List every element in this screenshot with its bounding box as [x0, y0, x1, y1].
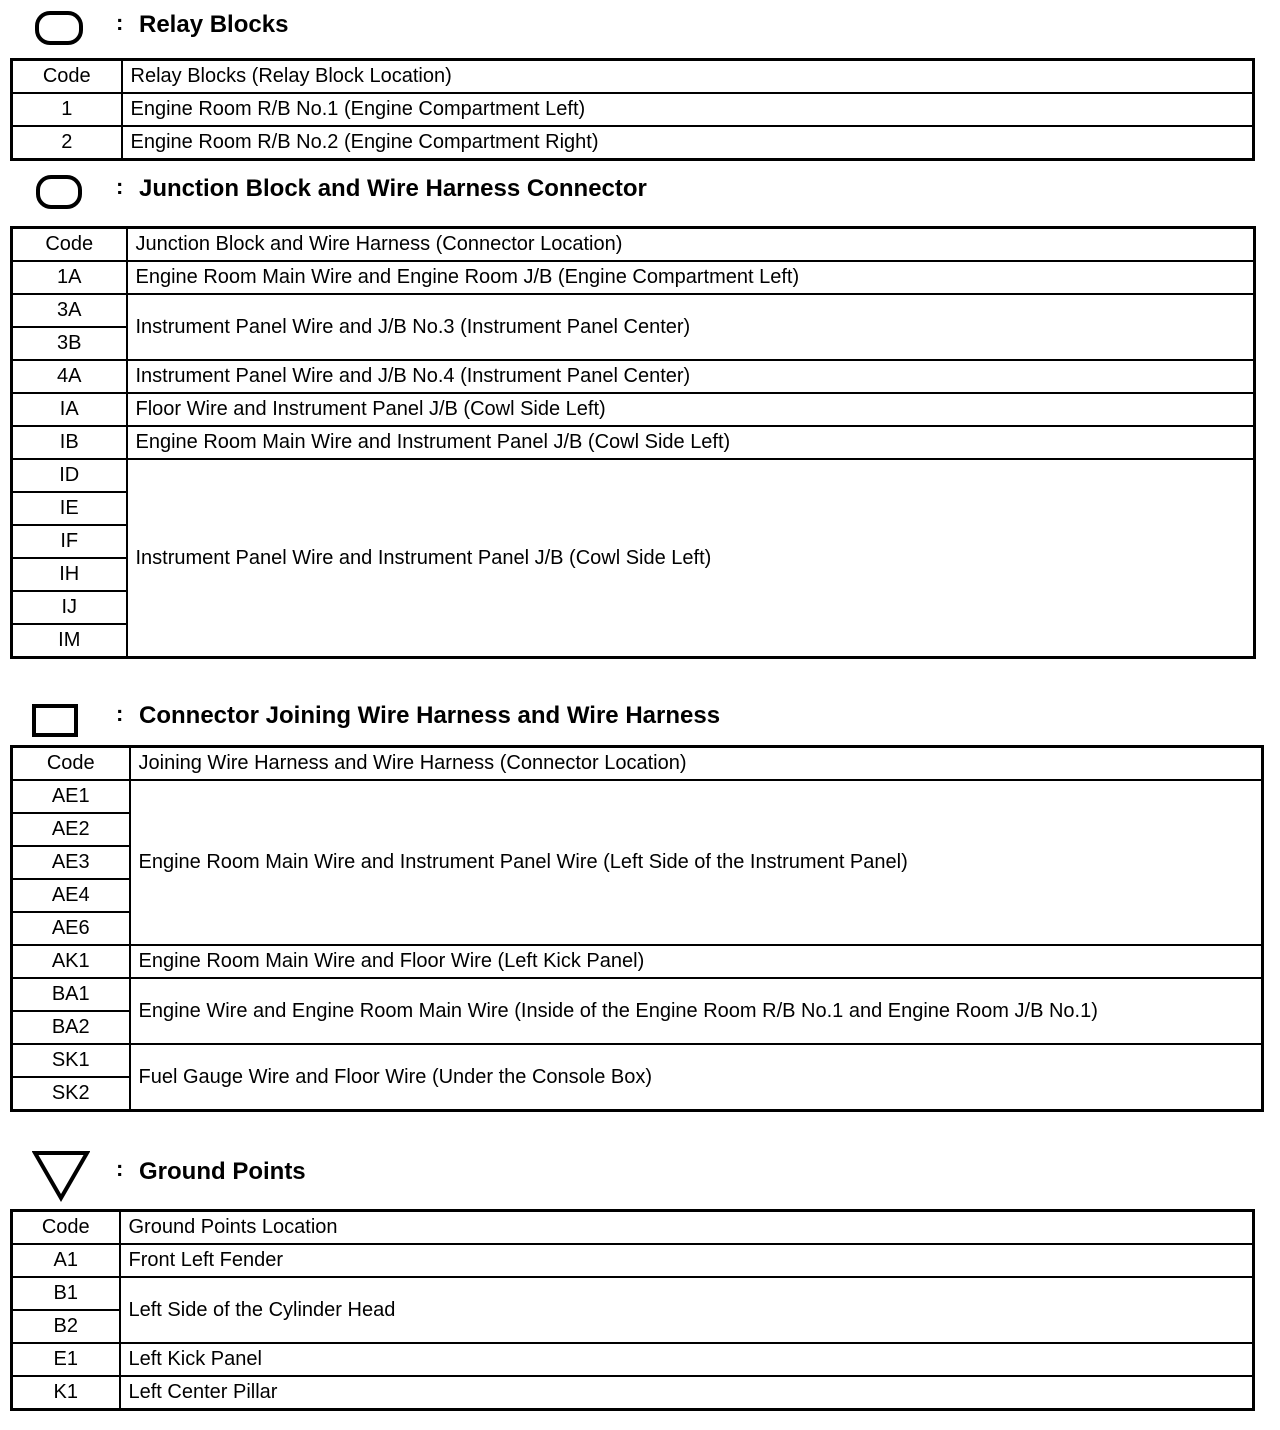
description-cell: Engine Room R/B No.1 (Engine Compartment Left): [122, 93, 1254, 126]
ground-points-table: [10, 1209, 1255, 1411]
code-cell: IE: [12, 492, 127, 525]
description-cell: Engine Room Main Wire and Instrument Panel J/B (Cowl Side Left): [127, 426, 1255, 459]
header-code-cell: Code: [12, 747, 130, 781]
code-cell: IJ: [12, 591, 127, 624]
connectors-table: [10, 745, 1264, 1112]
table-row: [12, 1044, 1263, 1077]
code-cell: IA: [12, 393, 127, 426]
code-cell: B1: [12, 1277, 120, 1310]
table-row: [12, 978, 1263, 1011]
section-title-ground-points: Ground Points: [139, 1158, 306, 1185]
code-cell: K1: [12, 1376, 120, 1410]
relay-blocks-table: [10, 58, 1255, 161]
section-title-relay-blocks: Relay Blocks: [139, 11, 289, 38]
code-cell: SK2: [12, 1077, 130, 1111]
description-cell: Floor Wire and Instrument Panel J/B (Cowl Side Left): [127, 393, 1255, 426]
code-cell: BA2: [12, 1011, 130, 1044]
section-colon: :: [116, 174, 124, 199]
code-cell: AE3: [12, 846, 130, 879]
code-cell: 1A: [12, 261, 127, 294]
code-cell: SK1: [12, 1044, 130, 1077]
header-code-cell: Code: [12, 228, 127, 262]
code-cell: AK1: [12, 945, 130, 978]
table-row: [12, 393, 1255, 426]
code-cell: 1: [12, 93, 122, 126]
rounded-rect-icon: [34, 10, 84, 46]
table-row: [12, 459, 1255, 492]
description-cell: Left Center Pillar: [120, 1376, 1254, 1410]
code-cell: IF: [12, 525, 127, 558]
description-cell: Engine Room R/B No.2 (Engine Compartment Right): [122, 126, 1254, 160]
code-cell: A1: [12, 1244, 120, 1277]
section-colon: :: [116, 701, 124, 726]
code-cell: AE6: [12, 912, 130, 945]
table-row: [12, 1343, 1254, 1376]
code-cell: IM: [12, 624, 127, 658]
section-colon: :: [116, 10, 124, 35]
table-row: [12, 426, 1255, 459]
table-row: [12, 93, 1254, 126]
table-row: [12, 1244, 1254, 1277]
description-cell: Instrument Panel Wire and J/B No.3 (Instrument Panel Center): [127, 294, 1255, 360]
table-header-row: [12, 228, 1255, 262]
description-cell: Instrument Panel Wire and Instrument Panel J/B (Cowl Side Left): [127, 459, 1255, 658]
table-row: [12, 780, 1263, 813]
code-cell: BA1: [12, 978, 130, 1011]
code-cell: E1: [12, 1343, 120, 1376]
triangle-down-icon: [32, 1150, 90, 1202]
description-cell: Left Kick Panel: [120, 1343, 1254, 1376]
code-cell: B2: [12, 1310, 120, 1343]
code-cell: ID: [12, 459, 127, 492]
description-cell: Engine Room Main Wire and Floor Wire (Left Kick Panel): [130, 945, 1263, 978]
square-icon: [32, 703, 78, 737]
table-header-row: [12, 1211, 1254, 1245]
description-cell: Front Left Fender: [120, 1244, 1254, 1277]
code-cell: IH: [12, 558, 127, 591]
description-cell: Engine Room Main Wire and Engine Room J/B (Engine Compartment Left): [127, 261, 1255, 294]
code-cell: 4A: [12, 360, 127, 393]
header-description-cell: Junction Block and Wire Harness (Connector Location): [127, 228, 1255, 262]
header-description-cell: Relay Blocks (Relay Block Location): [122, 60, 1254, 94]
table-header-row: [12, 747, 1263, 781]
description-cell: Fuel Gauge Wire and Floor Wire (Under the Console Box): [130, 1044, 1263, 1111]
header-description-cell: Joining Wire Harness and Wire Harness (Connector Location): [130, 747, 1263, 781]
code-cell: AE4: [12, 879, 130, 912]
junction-blocks-table: [10, 226, 1256, 659]
code-cell: AE1: [12, 780, 130, 813]
header-code-cell: Code: [12, 1211, 120, 1245]
section-colon: :: [116, 1156, 124, 1181]
table-row: [12, 1277, 1254, 1310]
table-row: [12, 261, 1255, 294]
code-cell: 3B: [12, 327, 127, 360]
code-cell: 2: [12, 126, 122, 160]
table-header-row: [12, 60, 1254, 94]
table-row: [12, 294, 1255, 327]
table-row: [12, 360, 1255, 393]
code-cell: AE2: [12, 813, 130, 846]
table-row: [12, 126, 1254, 160]
section-title-junction-blocks: Junction Block and Wire Harness Connector: [139, 175, 647, 202]
table-row: [12, 1376, 1254, 1410]
description-cell: Left Side of the Cylinder Head: [120, 1277, 1254, 1343]
header-description-cell: Ground Points Location: [120, 1211, 1254, 1245]
code-cell: 3A: [12, 294, 127, 327]
description-cell: Instrument Panel Wire and J/B No.4 (Instrument Panel Center): [127, 360, 1255, 393]
description-cell: Engine Wire and Engine Room Main Wire (Inside of the Engine Room R/B No.1 and Engine Room J/B No.1): [130, 978, 1263, 1044]
code-cell: IB: [12, 426, 127, 459]
header-code-cell: Code: [12, 60, 122, 94]
description-cell: Engine Room Main Wire and Instrument Panel Wire (Left Side of the Instrument Panel): [130, 780, 1263, 945]
section-title-connectors: Connector Joining Wire Harness and Wire Harness: [139, 702, 721, 729]
rounded-rect-icon: [35, 174, 83, 210]
table-row: [12, 945, 1263, 978]
